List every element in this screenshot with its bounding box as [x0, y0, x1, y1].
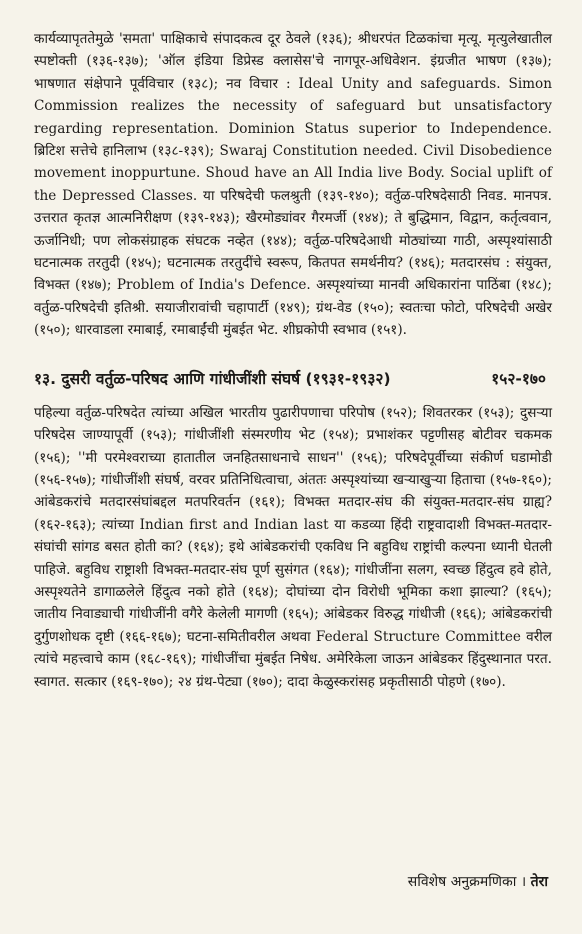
page-footer — [408, 872, 548, 891]
footer-separator: । — [520, 874, 527, 890]
footer-label: सविशेष अनुक्रमणिका — [407, 874, 517, 890]
chapter-page-range: १५२-१७० — [491, 369, 546, 388]
chapter-index-paragraph: पहिल्या वर्तुळ-परिषदेत त्यांच्या अखिल भारतीय पुढारीपणाचा परिपोष (१५२); शिवतरकर (१५३); दुसऱ्या परिषदेस जाण्यापूर्वी (१५३); गांधीजींशी संस्मरणीय भेट (१५४); प्रभाशंकर पट्टणीसह बोटीवर चकमक (१५६); ''मी परमेश्वराच्या हातातील जनहितसाधनाचे साधन'' (१५६); परिषदेपूर्वीच्या संकीर्ण घडामोडी (१५६-१५७); गांधीजींशी संघर्ष, वरवर प्रतिनिधित्वाचा, अंततः अस्पृश्यांच्या खऱ्याखुऱ्या हिताचा (१५७-१६०); आंबेडकरांचे मतदारसंघांबद्दल मतपरिवर्तन (१६१); विभक्त मतदार-संघ की संयुक्त-मतदार-संघ ग्राह्य? (१६२-१६३); त्यांच्या Indian first and Indian last या कडव्या हिंदी राष्ट्रवादाशी विभक्त-मतदार-संघांची सांगड बसत होती का? (१६४); इथे आंबेडकरांची एकविध नि बहुविध राष्ट्रांची कल्पना ध्यानी घेतली पाहिजे. बहुविध राष्ट्राशी विभक्त-मतदार-संघ पूर्ण सुसंगत (१६४); गांधीजींना सलग, स्वच्छ हिंदुत्व हवे होते, अस्पृश्यतेने डागाळलेले हिंदुत्व नको होते (१६४); दोघांच्या दोन विरोधी भूमिका कशा झाल्या? (१६५); जातीय निवाड्याची गांधीजींनी वगैरे केलेली मागणी (१६५); आंबेडकर विरुद्ध गांधीजी (१६६); आंबेडकरांची दुर्गुणशोधक दृष्टी (१६६-१६७); घटना-समितीवरील अथवा Federal Structure Committee वरील त्यांचे महत्त्वाचे काम (१६८-१६९); गांधीजींचा मुंबईत निषेध. अमेरिकेला जाऊन आंबेडकर हिंदुस्थानात परत. स्वागत. सत्कार (१६९-१७०); २४ ग्रंथ-पेट्या (१७०); दादा केळुस्करांसह प्रकृतीसाठी पोहणे (१७०). — [34, 404, 552, 690]
index-paragraph-continued: कार्यव्यापृततेमुळे 'समता' पाक्षिकाचे संपादकत्व दूर ठेवले (१३६); श्रीधरपंत टिळकांचा मृत्यू. मृत्युलेखातील स्पष्टोक्ती (१३६-१३७); 'ऑल इंडिया डिप्रेस्ड क्लासेस'चे नागपूर-अधिवेशन. इंग्रजीत भाषण (१३७); भाषणात संक्षेपाने पूर्वविचार (१३८); नव विचार : Ideal Unity and safeguards. Simon Commission realizes the necessity of safeguard but unsatisfactory regarding representation. Dominion Status superior to Independence. ब्रिटिश सत्तेचे हानिलाभ (१३८-१३९); Swaraj Constitution needed. Civil Disobedience movement inoppurtune. Shoud have an All India live Body. Social uplift of the Depressed Classes. या परिषदेची फलश्रुती (१३९-१४०); वर्तुळ-परिषदेसाठी निवड. मानपत्र. उत्तरात कृतज्ञ आत्मनिरीक्षण (१३९-१४३); खैरमोड्यांवर गैरमर्जी (१४४); ते बुद्धिमान, विद्वान, कर्तृत्ववान, ऊर्जानिधी; पण लोकसंग्राहक संघटक नव्हेत (१४४); वर्तुळ-परिषदेआधी मोठ्यांच्या गाठी, अस्पृश्यांसाठी घटनात्मक तरतुदी (१४५); घटनात्मक तरतुदींचे स्वरूप, कितपत समर्थनीय? (१४६); मतदारसंघ : संयुक्त, विभक्त (१४७); Problem of India's Defence. अस्पृश्यांच्या मानवी अधिकारांना पाठिंबा (१४८); वर्तुळ-परिषदेची इतिश्री. सयाजीरावांची चहापार्टी (१४९); ग्रंथ-वेड (१५०); स्वतःचा फोटो, परिषदेची अखेर (१५०); धारवाडला रमाबाई, रमाबाईंची मुंबईत भेट. शीघ्रकोपी स्वभाव (१५१). — [34, 31, 552, 339]
page-number: तेरा — [530, 874, 548, 890]
chapter-title: १३. दुसरी वर्तुळ-परिषद आणि गांधीजींशी संघर्ष (१९३१-१९३२) — [34, 369, 391, 388]
chapter-heading — [34, 368, 552, 390]
